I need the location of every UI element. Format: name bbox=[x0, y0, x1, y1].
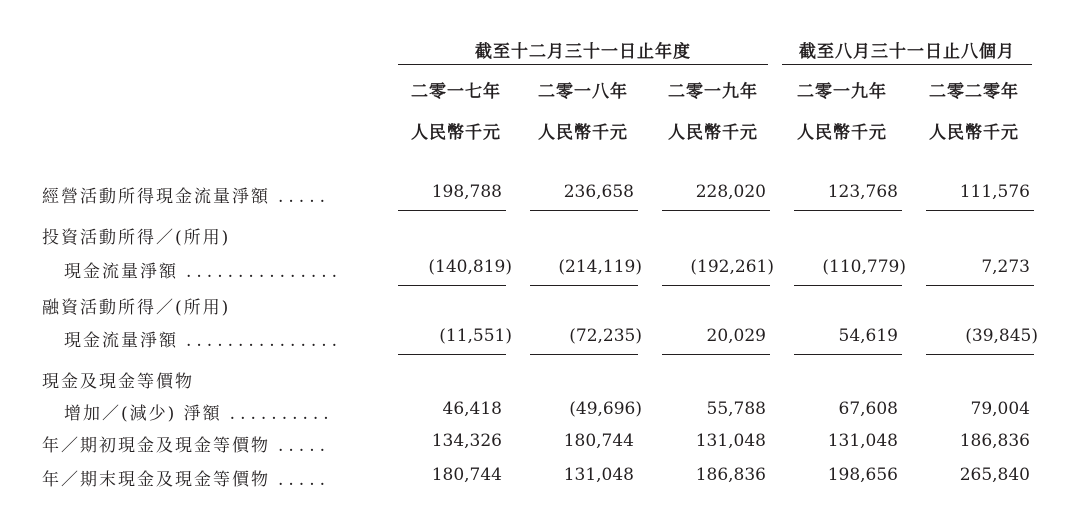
table-row-investing-cash-flow bbox=[0, 257, 1080, 285]
value-cell: 46,418 bbox=[442, 399, 502, 419]
subtotal-rule bbox=[794, 354, 902, 355]
column-unit-header: 人民幣千元 bbox=[411, 123, 501, 143]
period-group-rule-years bbox=[398, 64, 768, 65]
row-label: 經營活動所得現金流量淨額 ..... bbox=[42, 187, 331, 207]
value-cell: 134,326 bbox=[431, 431, 502, 451]
subtotal-rule bbox=[530, 285, 638, 286]
value-cell: (11,551) bbox=[439, 326, 512, 346]
table-row-financing-cash-flow bbox=[0, 326, 1080, 354]
column-unit-header: 人民幣千元 bbox=[538, 123, 628, 143]
period-group-rule-eight-months bbox=[782, 64, 1032, 65]
value-cell: (49,696) bbox=[569, 399, 642, 419]
column-unit-header: 人民幣千元 bbox=[668, 123, 758, 143]
column-year-header: 二零一八年 bbox=[538, 82, 628, 102]
value-cell: 54,619 bbox=[838, 326, 898, 346]
subtotal-rule bbox=[926, 285, 1034, 286]
value-cell: 67,608 bbox=[838, 399, 898, 419]
value-cell: (140,819) bbox=[428, 257, 512, 277]
subtotal-rule bbox=[530, 210, 638, 211]
value-cell: 131,048 bbox=[695, 431, 766, 451]
table-row-operating-cash-flow bbox=[0, 182, 1080, 210]
column-year-header: 二零二零年 bbox=[929, 82, 1019, 102]
row-label: 年／期初現金及現金等價物 ..... bbox=[42, 436, 331, 456]
subtotal-rule bbox=[530, 354, 638, 355]
value-cell: 20,029 bbox=[706, 326, 766, 346]
subtotal-rule bbox=[398, 210, 506, 211]
row-label: 現金流量淨額 ............... bbox=[64, 262, 343, 282]
subtotal-rule bbox=[398, 285, 506, 286]
row-label: 現金及現金等價物 bbox=[42, 372, 194, 392]
value-cell: (39,845) bbox=[965, 326, 1038, 346]
subtotal-rule bbox=[398, 354, 506, 355]
subtotal-rule bbox=[926, 210, 1034, 211]
row-label: 現金流量淨額 ............... bbox=[64, 331, 343, 351]
column-year-header: 二零一九年 bbox=[797, 82, 887, 102]
row-label: 增加／(減少) 淨額 .......... bbox=[64, 404, 334, 424]
subtotal-rule bbox=[794, 285, 902, 286]
value-cell: (72,235) bbox=[569, 326, 642, 346]
column-unit-header: 人民幣千元 bbox=[797, 123, 887, 143]
column-year-header: 二零一九年 bbox=[668, 82, 758, 102]
column-unit-header: 人民幣千元 bbox=[929, 123, 1019, 143]
value-cell: 7,273 bbox=[981, 257, 1030, 277]
value-cell: 186,836 bbox=[959, 431, 1030, 451]
table-row-net-increase bbox=[0, 399, 1080, 427]
value-cell: 180,744 bbox=[431, 465, 502, 485]
subtotal-rule bbox=[662, 354, 770, 355]
row-label: 融資活動所得／(所用) bbox=[42, 298, 231, 318]
table-row-opening-cash bbox=[0, 431, 1080, 459]
subtotal-rule bbox=[794, 210, 902, 211]
value-cell: 265,840 bbox=[959, 465, 1030, 485]
table-row-closing-cash bbox=[0, 465, 1080, 493]
column-year-header: 二零一七年 bbox=[411, 82, 501, 102]
table-row-financing-heading bbox=[0, 293, 1080, 321]
value-cell: 79,004 bbox=[970, 399, 1030, 419]
table-row-cash-equivalents-heading bbox=[0, 367, 1080, 395]
row-label: 投資活動所得／(所用) bbox=[42, 228, 231, 248]
value-cell: 198,788 bbox=[431, 182, 502, 202]
value-cell: (214,119) bbox=[558, 257, 642, 277]
value-cell: 55,788 bbox=[706, 399, 766, 419]
value-cell: 131,048 bbox=[563, 465, 634, 485]
value-cell: 198,656 bbox=[827, 465, 898, 485]
subtotal-rule bbox=[926, 354, 1034, 355]
value-cell: 123,768 bbox=[827, 182, 898, 202]
period-group-header-years: 截至十二月三十一日止年度 bbox=[475, 42, 691, 62]
value-cell: 180,744 bbox=[563, 431, 634, 451]
value-cell: 131,048 bbox=[827, 431, 898, 451]
table-row-investing-heading bbox=[0, 223, 1080, 251]
row-label: 年／期末現金及現金等價物 ..... bbox=[42, 470, 331, 490]
value-cell: 236,658 bbox=[563, 182, 634, 202]
value-cell: (192,261) bbox=[690, 257, 774, 277]
value-cell: 111,576 bbox=[959, 182, 1030, 202]
subtotal-rule bbox=[662, 210, 770, 211]
value-cell: 228,020 bbox=[695, 182, 766, 202]
value-cell: (110,779) bbox=[822, 257, 906, 277]
period-group-header-eight-months: 截至八月三十一日止八個月 bbox=[799, 42, 1015, 62]
value-cell: 186,836 bbox=[695, 465, 766, 485]
subtotal-rule bbox=[662, 285, 770, 286]
